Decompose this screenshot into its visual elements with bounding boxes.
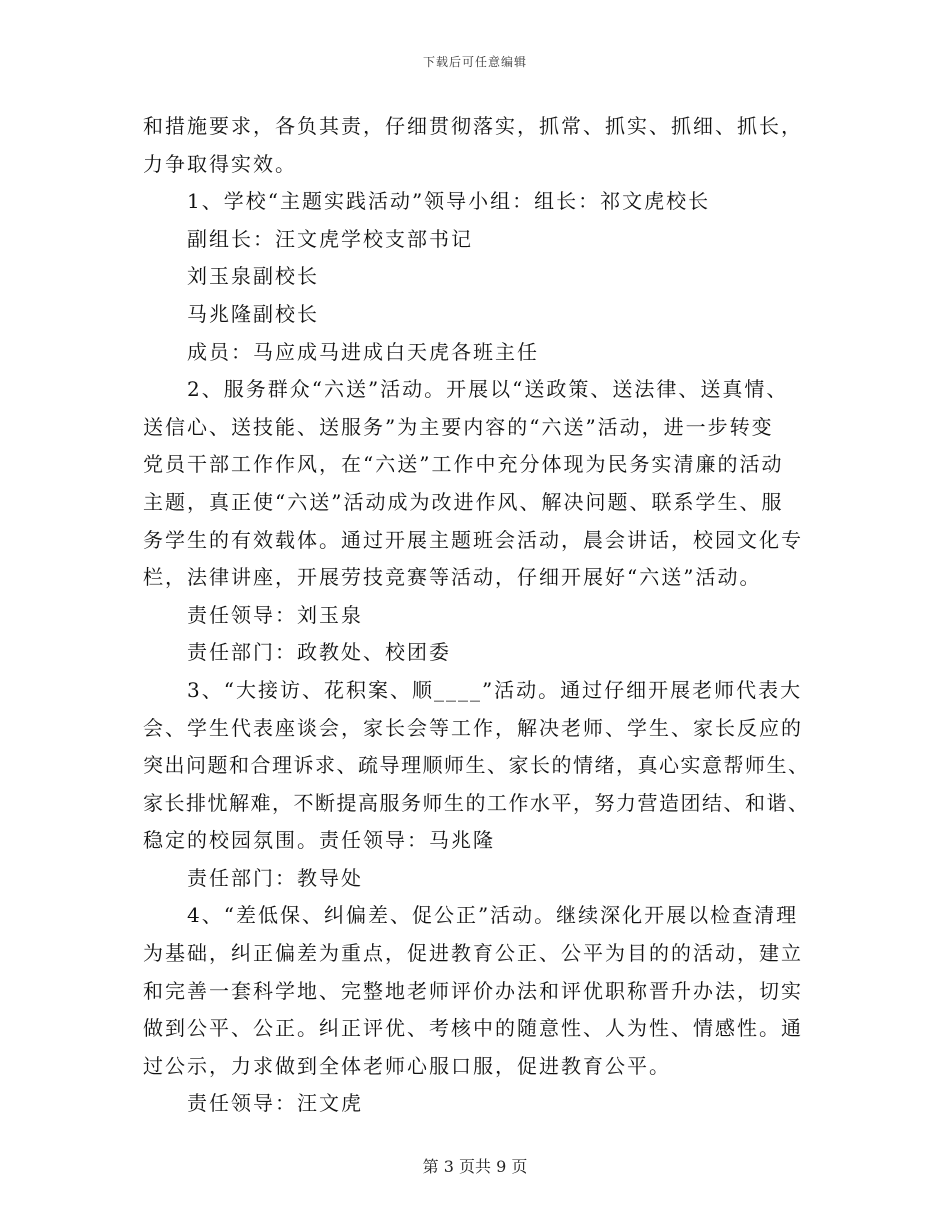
text-line: 党员干部工作作风，在“六送”工作中充分体现为民务实清廉的活动 xyxy=(143,452,784,477)
text-line: 责任领导：刘玉泉 xyxy=(187,602,363,627)
text-line: 2、服务群众“六送”活动。开展以“送政策、送法律、送真情、 xyxy=(187,377,789,402)
text-line: 责任部门：教导处 xyxy=(187,865,363,890)
text-line: 突出问题和合理诉求、疏导理顺师生、家长的情绪，真心实意帮师生、 xyxy=(143,753,810,778)
text-line: 过公示，力求做到全体老师心服口服，促进教育公平。 xyxy=(143,1053,671,1078)
text-line: 做到公平、公正。纠正评优、考核中的随意性、人为性、情感性。通 xyxy=(143,1016,803,1041)
text-line: 稳定的校园氛围。责任领导：马兆隆 xyxy=(143,828,495,853)
text-line: 和措施要求，各负其责，仔细贯彻落实，抓常、抓实、抓细、抓长， xyxy=(143,114,803,138)
text-line: 4、“差低保、纠偏差、促公正”活动。继续深化开展以检查清理 xyxy=(187,903,799,928)
text-line: 责任部门：政教处、校团委 xyxy=(187,640,451,665)
text-line: 会、学生代表座谈会，家长会等工作，解决老师、学生、家长反应的 xyxy=(143,715,803,740)
document-body xyxy=(143,108,811,1123)
text-line: 马兆隆副校长 xyxy=(187,301,319,326)
text-line: 和完善一套科学地、完整地老师评价办法和评优职称晋升办法，切实 xyxy=(143,978,803,1003)
text-line: 成员：马应成马进成白天虎各班主任 xyxy=(187,339,539,364)
text-line: 主题，真正使“六送”活动成为改进作风、解决问题、联系学生、服 xyxy=(143,489,784,514)
text-line: 为基础，纠正偏差为重点，促进教育公正、公平为目的的活动，建立 xyxy=(143,941,803,966)
text-line: 副组长：汪文虎学校支部书记 xyxy=(187,226,473,251)
text-line: 责任领导：汪文虎 xyxy=(187,1091,363,1116)
text-line: 力争取得实效。 xyxy=(143,151,297,176)
text-line: 务学生的有效载体。通过开展主题班会活动，晨会讲话，校园文化专 xyxy=(143,527,803,552)
text-line: 刘玉泉副校长 xyxy=(187,264,319,289)
text-line: 送信心、送技能、送服务”为主要内容的“六送”活动，进一步转变 xyxy=(143,414,774,439)
text-line: 3、“大接访、花积案、顺____”活动。通过仔细开展老师代表大 xyxy=(187,677,803,702)
text-line: 家长排忧解难，不断提高服务师生的工作水平，努力营造团结、和谐、 xyxy=(143,790,810,815)
page-footer: 第 3 页共 9 页 xyxy=(422,1157,528,1176)
page-header: 下载后可任意编辑 xyxy=(422,55,527,69)
text-line: 1、学校“主题实践活动”领导小组：组长：祁文虎校长 xyxy=(187,189,711,214)
text-line: 栏，法律讲座，开展劳技竞赛等活动，仔细开展好“六送”活动。 xyxy=(143,565,762,590)
